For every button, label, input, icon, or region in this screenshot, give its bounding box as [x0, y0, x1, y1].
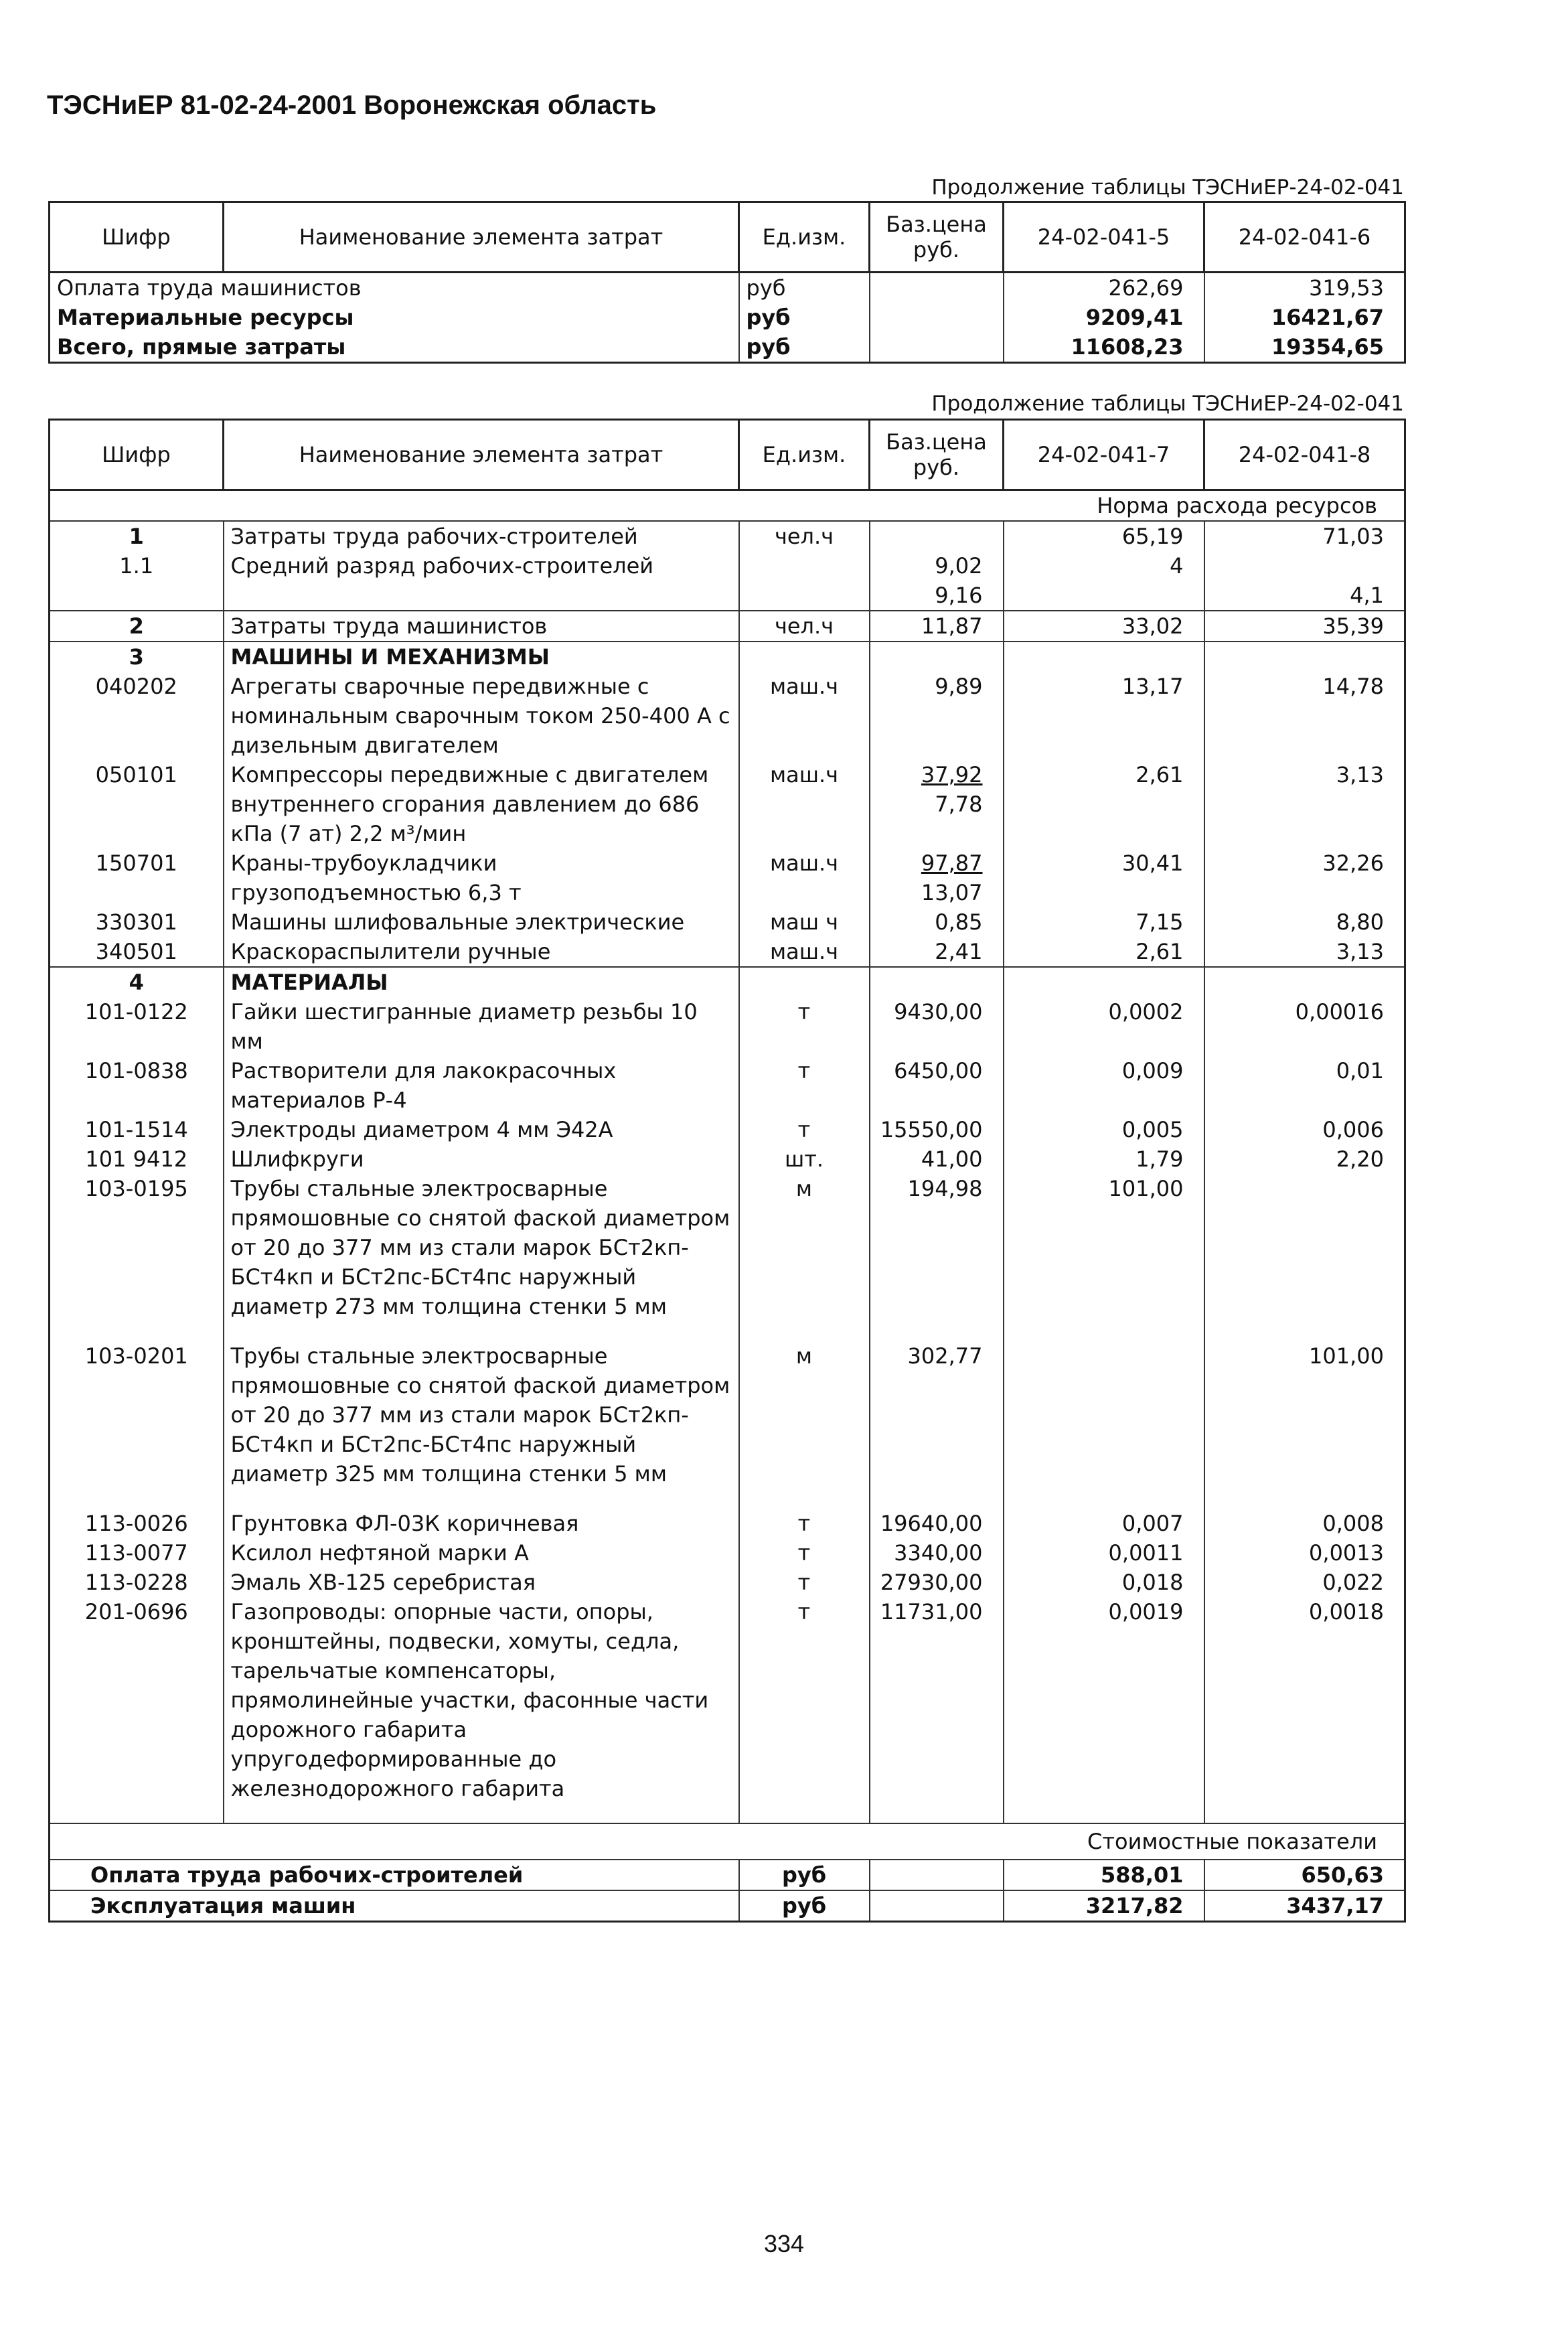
- row-value-7: 0,0002: [1004, 997, 1204, 1056]
- total-value-8: 3437,17: [1204, 1890, 1405, 1922]
- row-price-value: 9,16: [935, 583, 983, 608]
- row-name: Гайки шестигранные диаметр резьбы 10 мм: [224, 997, 739, 1056]
- header-code: Шифр: [50, 420, 224, 490]
- header-col5: 24-02-041-5: [1004, 202, 1204, 273]
- row-unit: т: [739, 1568, 870, 1597]
- row-unit: маш.ч: [739, 672, 870, 760]
- page-title: ТЭСНиЕР 81-02-24-2001 Воронежская область: [47, 90, 657, 120]
- row-price-value: 6450,00: [894, 1058, 983, 1083]
- row-name: МАТЕРИАЛЫ: [224, 967, 739, 997]
- row-price-value: 9430,00: [894, 999, 983, 1025]
- row-spacer: [50, 1489, 1405, 1509]
- row-unit: [739, 642, 870, 672]
- row-price-value: 19640,00: [880, 1511, 983, 1536]
- row-name: Материальные ресурсы: [57, 305, 354, 330]
- row-price: [870, 937, 1004, 967]
- row-value-8: [1204, 642, 1405, 672]
- header-col6: 24-02-041-6: [1204, 202, 1405, 273]
- row-value-8: 4,1: [1204, 581, 1405, 611]
- row-code: 113-0077: [84, 1540, 188, 1566]
- row-price: [870, 611, 1004, 642]
- table-row: [50, 642, 1405, 672]
- row-price-value: 11731,00: [880, 1599, 983, 1625]
- row-value-8: 0,006: [1204, 1115, 1405, 1144]
- table-row: [50, 611, 1405, 642]
- table-row: [50, 1341, 1405, 1489]
- header-unit: Ед.изм.: [739, 202, 870, 273]
- page-number: 334: [763, 2230, 805, 2257]
- table-row: [50, 907, 1405, 937]
- row-code: 101-1514: [84, 1117, 188, 1142]
- row-value-8: 8,80: [1204, 907, 1405, 937]
- row-value-7: 0,007: [1004, 1509, 1204, 1538]
- table-row: [50, 997, 1405, 1056]
- row-value-8: 3,13: [1204, 760, 1405, 848]
- row-price: [870, 848, 1004, 907]
- row-price: [870, 760, 1004, 848]
- row-price: [870, 581, 1004, 611]
- row-code: 050101: [95, 762, 177, 787]
- table-row: [50, 521, 1405, 551]
- row-price-secondary: 13,07: [921, 880, 983, 905]
- table-row: [50, 303, 1405, 332]
- row-value-8: 32,26: [1204, 848, 1405, 907]
- row-code: 2: [50, 611, 224, 642]
- row-code: 340501: [95, 939, 177, 964]
- table-row: [50, 1115, 1405, 1144]
- row-value-8: 14,78: [1204, 672, 1405, 760]
- row-value-8: [1204, 967, 1405, 997]
- resources-table: [48, 419, 1406, 1923]
- row-unit: маш ч: [739, 907, 870, 937]
- row-price: [870, 672, 1004, 760]
- table-continuation-label: Продолжение таблицы ТЭСНиЕР-24-02-041: [931, 175, 1404, 200]
- row-value-7: 101,00: [1004, 1174, 1204, 1321]
- row-unit: чел.ч: [739, 521, 870, 551]
- total-value-7: 3217,82: [1004, 1890, 1204, 1922]
- row-unit: маш.ч: [739, 760, 870, 848]
- row-value-5: 9209,41: [1004, 303, 1204, 332]
- row-price: [870, 642, 1004, 672]
- row-spacer: [50, 1321, 1405, 1341]
- row-price-value: 41,00: [921, 1146, 983, 1172]
- row-price-value: 15550,00: [880, 1117, 983, 1142]
- table-row: [50, 937, 1405, 967]
- row-value-7: 0,009: [1004, 1056, 1204, 1115]
- total-name: Эксплуатация машин: [50, 1890, 739, 1922]
- row-code: 113-0026: [84, 1511, 188, 1536]
- header-name: Наименование элемента затрат: [224, 420, 739, 490]
- row-code: 101-0122: [84, 999, 188, 1025]
- row-value-7: 4: [1004, 551, 1204, 581]
- row-value-8: 3,13: [1204, 937, 1405, 967]
- row-code: 150701: [95, 850, 177, 876]
- row-price: [870, 1115, 1004, 1144]
- total-value-8: 650,63: [1204, 1860, 1405, 1890]
- row-value-7: 7,15: [1004, 907, 1204, 937]
- row-spacer: [50, 1803, 1405, 1823]
- row-unit: м: [739, 1174, 870, 1321]
- row-price: [870, 1341, 1004, 1489]
- row-value-7: 0,0011: [1004, 1538, 1204, 1568]
- row-unit: чел.ч: [739, 611, 870, 642]
- row-price: [870, 1056, 1004, 1115]
- table-row: [50, 1174, 1405, 1321]
- row-price-value: 97,87: [921, 850, 983, 876]
- row-value-7: [1004, 967, 1204, 997]
- row-price: [870, 1509, 1004, 1538]
- row-unit: т: [739, 1538, 870, 1568]
- row-name: Краскораспылители ручные: [224, 937, 739, 967]
- row-unit: [739, 967, 870, 997]
- row-code: 1.1: [119, 553, 154, 579]
- row-name: Шлифкруги: [224, 1144, 739, 1174]
- row-value-7: 33,02: [1004, 611, 1204, 642]
- row-name: Растворители для лакокрасочных материалов Р-4: [224, 1056, 739, 1115]
- row-value-8: [1204, 1174, 1405, 1321]
- row-price-value: 302,77: [907, 1343, 983, 1369]
- row-value-7: 0,0019: [1004, 1597, 1204, 1803]
- row-value-7: [1004, 581, 1204, 611]
- row-unit: т: [739, 1509, 870, 1538]
- row-price: [870, 1538, 1004, 1568]
- row-value-7: 65,19: [1004, 521, 1204, 551]
- row-price: [870, 997, 1004, 1056]
- header-unit: Ед.изм.: [739, 420, 870, 490]
- row-value-7: 0,005: [1004, 1115, 1204, 1144]
- row-name: Средний разряд рабочих-строителей: [224, 551, 739, 581]
- row-name: Компрессоры передвижные с двигателем внутреннего сгорания давлением до 686 кПа (7 ат) 2,2 м³/мин: [224, 760, 739, 848]
- row-value-7: [1004, 1341, 1204, 1489]
- header-col8: 24-02-041-8: [1204, 420, 1405, 490]
- header-price: Баз.цена руб.: [870, 202, 1004, 273]
- row-price-value: 9,02: [935, 553, 983, 579]
- row-code: 3: [50, 642, 224, 672]
- row-code: 201-0696: [84, 1599, 188, 1625]
- table-row: [50, 848, 1405, 907]
- total-value-7: 588,01: [1004, 1860, 1204, 1890]
- row-price-value: 0,85: [935, 909, 983, 935]
- table-row: [50, 1538, 1405, 1568]
- row-price-secondary: 7,78: [935, 792, 983, 817]
- row-price: [870, 551, 1004, 581]
- row-value-7: 2,61: [1004, 760, 1204, 848]
- norm-label: Норма расхода ресурсов: [1097, 493, 1377, 518]
- row-unit: м: [739, 1341, 870, 1489]
- header-code: Шифр: [50, 202, 224, 273]
- row-unit: [739, 551, 870, 581]
- row-price: [870, 1174, 1004, 1321]
- cost-summary-table: [48, 201, 1406, 364]
- row-code: 113-0228: [84, 1570, 188, 1595]
- row-code: 4: [50, 967, 224, 997]
- row-code: 040202: [95, 674, 177, 699]
- row-value-8: 0,008: [1204, 1509, 1405, 1538]
- header-col7: 24-02-041-7: [1004, 420, 1204, 490]
- row-price: [870, 907, 1004, 937]
- row-code: 101-0838: [84, 1058, 188, 1083]
- row-price-value: 37,92: [921, 762, 983, 787]
- row-value-5: 262,69: [1004, 273, 1204, 303]
- row-value-8: 35,39: [1204, 611, 1405, 642]
- row-price-value: 9,89: [935, 674, 983, 699]
- row-name: Машины шлифовальные электрические: [224, 907, 739, 937]
- row-name: Ксилол нефтяной марки А: [224, 1538, 739, 1568]
- row-name: Газопроводы: опорные части, опоры, кронштейны, подвески, хомуты, седла, тарельчатые компенсаторы, прямолинейные участки, фасонные части дорожного габарита упругодеформированные до железнодорожного габарита: [224, 1597, 739, 1803]
- row-name: Электроды диаметром 4 мм Э42А: [224, 1115, 739, 1144]
- row-value-6: 19354,65: [1204, 332, 1405, 363]
- table-row: [50, 1890, 1405, 1922]
- total-name: Оплата труда рабочих-строителей: [50, 1860, 739, 1890]
- row-code: 101 9412: [85, 1146, 188, 1172]
- row-code: 1: [50, 521, 224, 551]
- row-unit: т: [739, 1056, 870, 1115]
- table-row: [50, 760, 1405, 848]
- cost-label: Стоимостные показатели: [50, 1823, 1405, 1860]
- table-row: [50, 1509, 1405, 1538]
- row-value-8: 0,022: [1204, 1568, 1405, 1597]
- table-row: [50, 1568, 1405, 1597]
- table-continuation-label-2: Продолжение таблицы ТЭСНиЕР-24-02-041: [931, 392, 1404, 416]
- row-value-7: 1,79: [1004, 1144, 1204, 1174]
- row-price: [870, 1144, 1004, 1174]
- row-value-8: 0,0018: [1204, 1597, 1405, 1803]
- table-row: [50, 1144, 1405, 1174]
- row-price-value: 2,41: [935, 939, 983, 964]
- row-code: 103-0201: [84, 1343, 188, 1369]
- row-value-8: 101,00: [1204, 1341, 1405, 1489]
- table-row: [50, 672, 1405, 760]
- row-value-8: [1204, 551, 1405, 581]
- row-unit: маш.ч: [739, 848, 870, 907]
- table-row: [50, 1860, 1405, 1890]
- row-code: [50, 581, 224, 611]
- row-value-7: 2,61: [1004, 937, 1204, 967]
- row-value-6: 319,53: [1204, 273, 1405, 303]
- row-unit: т: [739, 1115, 870, 1144]
- row-name: МАШИНЫ И МЕХАНИЗМЫ: [224, 642, 739, 672]
- table-row: [50, 1597, 1405, 1803]
- row-value-7: 30,41: [1004, 848, 1204, 907]
- row-price: [870, 521, 1004, 551]
- row-value-8: 0,00016: [1204, 997, 1405, 1056]
- row-name: Трубы стальные электросварные прямошовные со снятой фаской диаметром от 20 до 377 мм из стали марок БСт2кп-БСт4кп и БСт2пс-БСт4пс наружный диаметр 273 мм толщина стенки 5 мм: [224, 1174, 739, 1321]
- row-name: Эмаль ХВ-125 серебристая: [224, 1568, 739, 1597]
- row-value-8: 0,01: [1204, 1056, 1405, 1115]
- row-unit: руб: [739, 303, 870, 332]
- header-price: Баз.цена руб.: [870, 420, 1004, 490]
- row-value-7: 0,018: [1004, 1568, 1204, 1597]
- table-row: [50, 273, 1405, 303]
- table-row: [50, 967, 1405, 997]
- row-unit: руб: [739, 273, 870, 303]
- row-price-value: 11,87: [921, 613, 983, 639]
- row-price-value: 27930,00: [880, 1570, 983, 1595]
- row-name: Оплата труда машинистов: [57, 275, 362, 301]
- row-value-6: 16421,67: [1204, 303, 1405, 332]
- row-name: Краны-трубоукладчики грузоподъемностью 6,3 т: [224, 848, 739, 907]
- table-row: [50, 551, 1405, 581]
- row-value-7: 13,17: [1004, 672, 1204, 760]
- table-row: [50, 332, 1405, 363]
- row-value-8: 0,0013: [1204, 1538, 1405, 1568]
- row-value-5: 11608,23: [1004, 332, 1204, 363]
- row-unit: т: [739, 1597, 870, 1803]
- row-value-8: 2,20: [1204, 1144, 1405, 1174]
- cost-label-row: [50, 1823, 1405, 1860]
- row-code: 330301: [95, 909, 177, 935]
- row-code: 103-0195: [84, 1176, 188, 1201]
- table-row: [50, 1056, 1405, 1115]
- row-price: [870, 1597, 1004, 1803]
- row-name: Трубы стальные электросварные прямошовные со снятой фаской диаметром от 20 до 377 мм из стали марок БСт2кп-БСт4кп и БСт2пс-БСт4пс наружный диаметр 325 мм толщина стенки 5 мм: [224, 1341, 739, 1489]
- row-price: [870, 1568, 1004, 1597]
- row-value-8: 71,03: [1204, 521, 1405, 551]
- header-name: Наименование элемента затрат: [224, 202, 739, 273]
- row-name: Агрегаты сварочные передвижные с номинальным сварочным током 250-400 А с дизельным двигателем: [224, 672, 739, 760]
- row-unit: маш.ч: [739, 937, 870, 967]
- row-unit: т: [739, 997, 870, 1056]
- row-unit: руб: [739, 332, 870, 363]
- row-unit: [739, 581, 870, 611]
- row-price-value: 3340,00: [894, 1540, 983, 1566]
- table-row: [50, 581, 1405, 611]
- total-unit: руб: [739, 1890, 870, 1922]
- row-unit: шт.: [739, 1144, 870, 1174]
- row-price-value: 194,98: [907, 1176, 983, 1201]
- row-name: Затраты труда рабочих-строителей: [224, 521, 739, 551]
- norm-label-row: [50, 490, 1405, 522]
- total-unit: руб: [739, 1860, 870, 1890]
- row-name: [224, 581, 739, 611]
- row-value-7: [1004, 642, 1204, 672]
- row-name: Затраты труда машинистов: [224, 611, 739, 642]
- row-price: [870, 967, 1004, 997]
- row-name: Всего, прямые затраты: [57, 334, 346, 360]
- row-name: Грунтовка ФЛ-03К коричневая: [224, 1509, 739, 1538]
